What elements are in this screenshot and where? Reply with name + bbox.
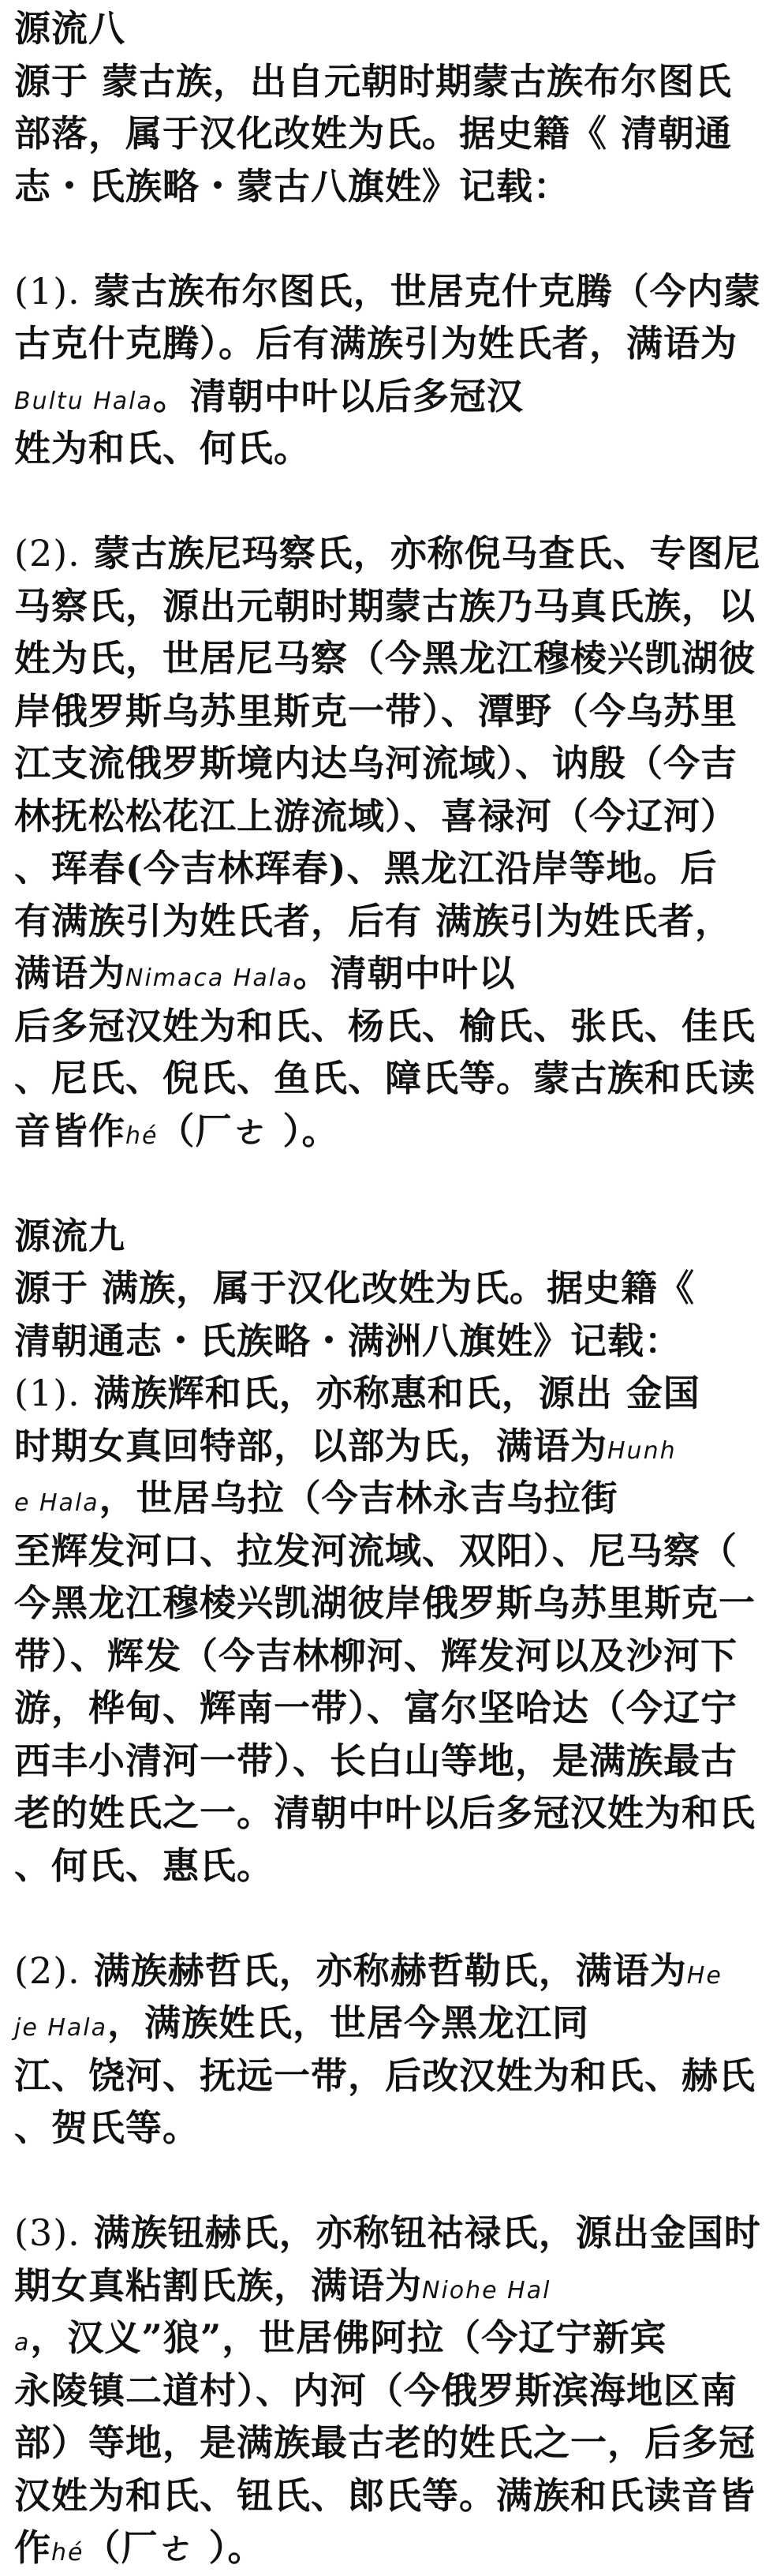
text-line: 游，桦甸、辉南一带）、富尔坚哈达（今辽宁 [14, 1687, 738, 1729]
text-line: 、贺氏等。 [14, 2106, 200, 2149]
text-line: 时期女真回特部，以部为氏，满语为Hunh [14, 1424, 677, 1467]
text-line: 老的姓氏之一。清朝中叶以后多冠汉姓为和氏 [14, 1792, 756, 1834]
text-line: 源于 满族，属于汉化改姓为氏。据史籍《 [14, 1267, 696, 1309]
text-line: 永陵镇二道村）、内河（今俄罗斯滨海地区南 [14, 2368, 738, 2412]
text-line: 清朝通志・氏族略・满洲八旗姓》记载： [14, 1319, 682, 1362]
text-line: 古克什克腾）。后有满族引为姓氏者，满语为 [14, 322, 738, 365]
text-line: a，汉义”狼”，世居佛阿拉（今辽宁新宾 [14, 2316, 667, 2359]
text-line: 期女真粘割氏族，满语为Niohe Hal [14, 2263, 551, 2307]
text-line: 、何氏、惠氏。 [14, 1844, 274, 1887]
text-line: 后多冠汉姓为和氏、杨氏、榆氏、张氏、佳氏 [14, 1004, 756, 1047]
text-line: 、尼氏、倪氏、鱼氏、障氏等。蒙古族和氏读 [14, 1057, 756, 1099]
text-line: 有满族引为姓氏者，后有 满族引为姓氏者， [14, 899, 733, 942]
text-line: Bultu Hala。清朝中叶以后多冠汉 [14, 374, 524, 417]
text-line: 至辉发河口、拉发河流域、双阳）、尼马察（ [14, 1529, 738, 1572]
text-line: 岸俄罗斯乌苏里斯克一带）、潭野（今乌苏里 [14, 689, 738, 732]
text-line: 带）、辉发（今吉林柳河、辉发河以及沙河下 [14, 1634, 738, 1677]
text-line: e Hala，世居乌拉（今吉林永吉乌拉街 [14, 1477, 618, 1519]
text-line: (3). 满族钮赫氏，亦称钮祜禄氏，源出金国时 [14, 2211, 761, 2254]
text-line: 姓为和氏、何氏。 [14, 427, 311, 470]
text-line: 部落，属于汉化改姓为氏。据史籍《 清朝通 [14, 112, 733, 155]
text-line: 音皆作hé（厂ㄜ ）。 [14, 1109, 339, 1152]
text-line: 作hé（厂ㄜ ）。 [14, 2526, 265, 2569]
text-line: je Hala，满族姓氏，世居今黑龙江同 [14, 2001, 589, 2044]
text-line: 源于 蒙古族，出自元朝时期蒙古族布尔图氏 [14, 59, 733, 103]
text-line: 志・氏族略・蒙古八旗姓》记载： [14, 164, 570, 208]
text-line: 江支流俄罗斯境内达乌河流域）、讷殷（今吉 [14, 742, 738, 784]
text-line: 今黑龙江穆棱兴凯湖彼岸俄罗斯乌苏里斯克一 [14, 1582, 756, 1624]
text-line: (1). 蒙古族布尔图氏，世居克什克腾（今内蒙 [14, 269, 761, 313]
text-line: 马察氏，源出元朝时期蒙古族乃马真氏族，以 [14, 584, 756, 627]
text-line: (2). 蒙古族尼玛察氏，亦称倪马查氏、专图尼 [14, 532, 761, 575]
text-line: 部）等地，是满族最古老的姓氏之一，后多冠 [14, 2421, 756, 2464]
text-line: 西丰小清河一带）、长白山等地，是满族最古 [14, 1739, 738, 1782]
text-line: 林抚松松花江上游流域）、喜禄河（今辽河） [14, 794, 738, 837]
text-line: 汉姓为和氏、钮氏、郎氏等。满族和氏读音皆 [14, 2473, 756, 2517]
text-line: 姓为氏，世居尼马察（今黑龙江穆棱兴凯湖彼 [14, 637, 756, 680]
text-line: (2). 满族赫哲氏，亦称赫哲勒氏，满语为He [14, 1949, 723, 1992]
section-title: 源流八 [14, 7, 125, 50]
section-title: 源流九 [14, 1214, 125, 1257]
text-line: 满语为Nimaca Hala。清朝中叶以 [14, 952, 516, 994]
text-line: 、珲春(今吉林珲春)、黑龙江沿岸等地。后 [14, 847, 718, 889]
text-line: 江、饶河、抚远一带，后改汉姓为和氏、赫氏 [14, 2054, 756, 2097]
text-line: (1). 满族辉和氏，亦称惠和氏，源出 金国 [14, 1372, 700, 1414]
